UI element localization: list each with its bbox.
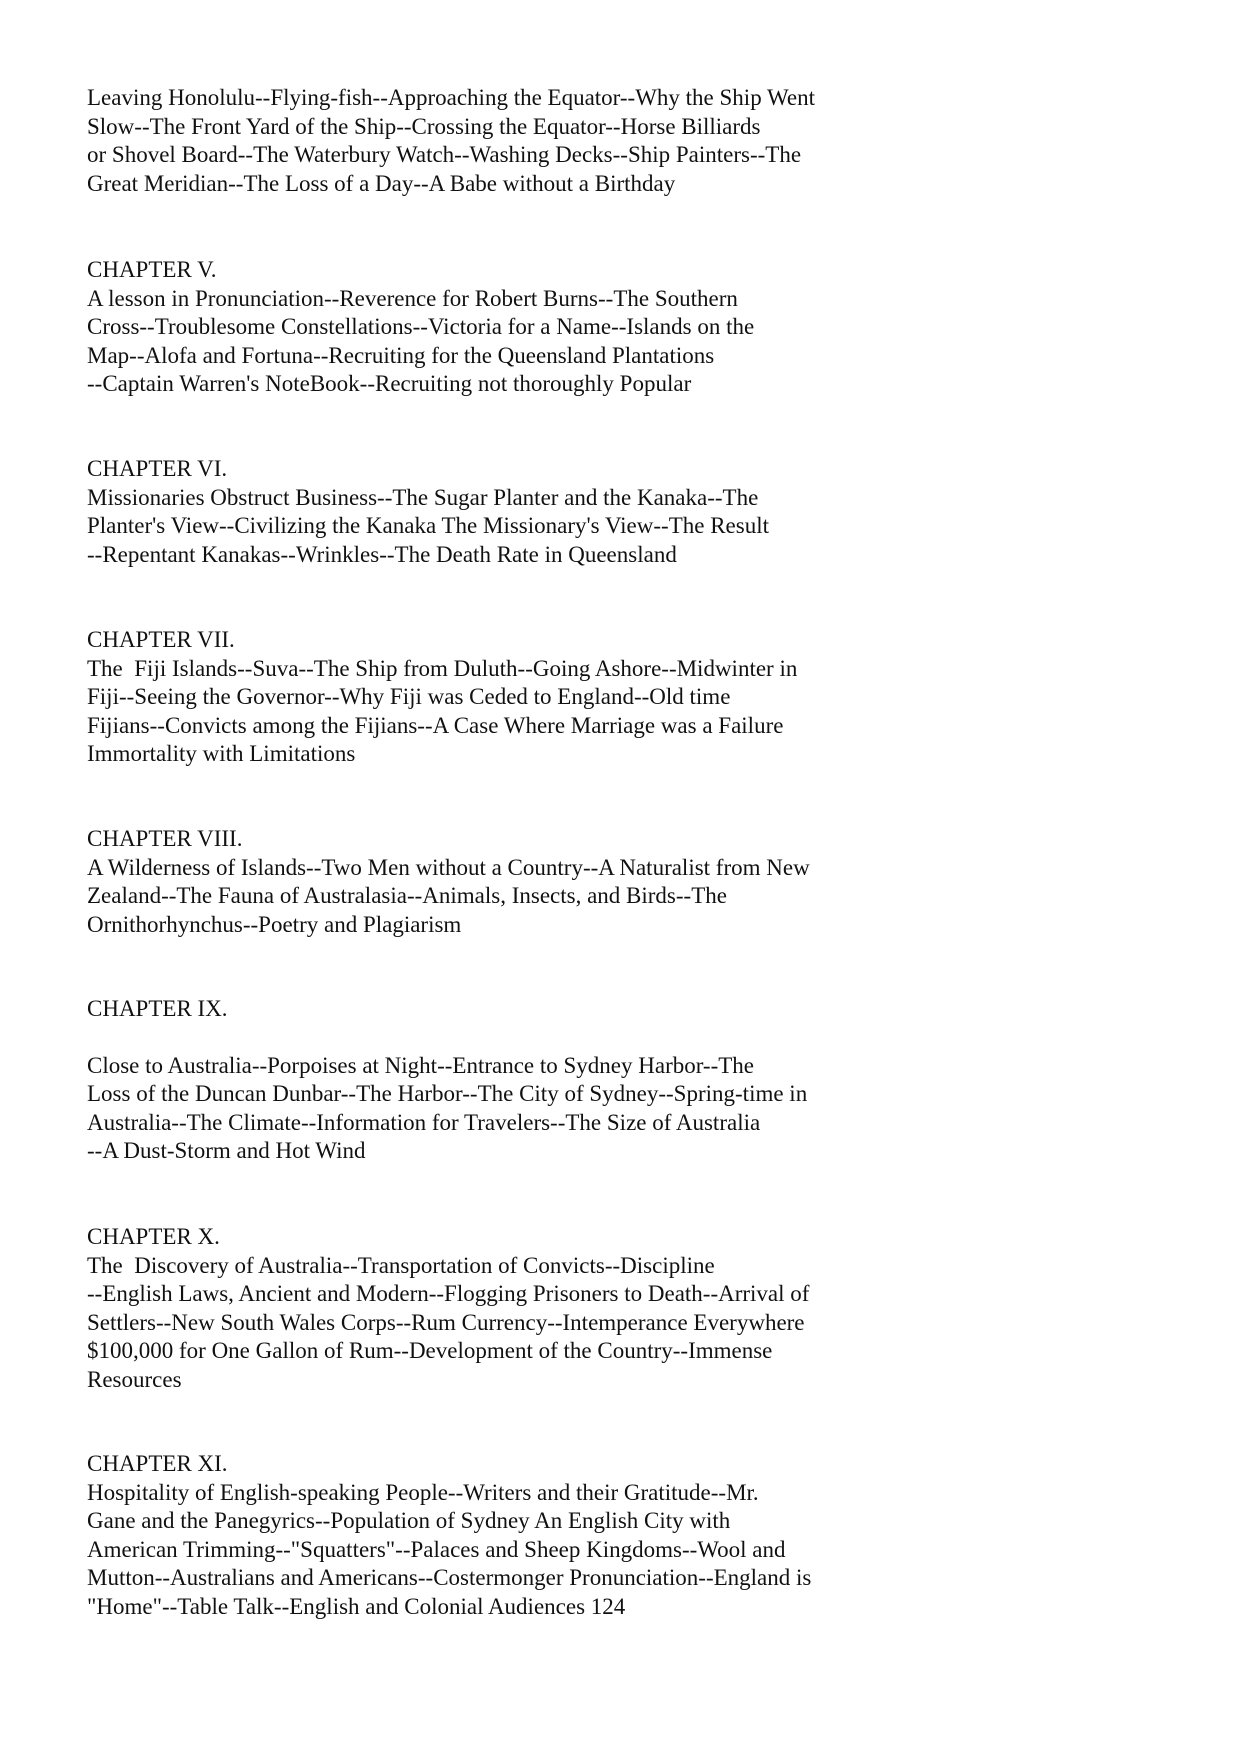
summary-line: Cross--Troublesome Constellations--Victoria for a Name--Islands on the bbox=[87, 314, 755, 340]
summary-line: Immortality with Limitations bbox=[87, 741, 356, 767]
summary-line: Fijians--Convicts among the Fijians--A Case Where Marriage was a Failure bbox=[87, 712, 784, 738]
summary-line: Ornithorhynchus--Poetry and Plagiarism bbox=[87, 911, 462, 937]
chapter-heading: CHAPTER X. bbox=[87, 1224, 220, 1249]
summary-line: --Repentant Kanakas--Wrinkles--The Death Rate in Queensland bbox=[87, 541, 677, 567]
summary-line: Resources bbox=[87, 1366, 182, 1392]
summary-line: Settlers--New South Wales Corps--Rum Currency--Intemperance Everywhere bbox=[87, 1309, 805, 1335]
summary-line: or Shovel Board--The Waterbury Watch--Washing Decks--Ship Painters--The bbox=[87, 142, 802, 168]
summary-line: "Home"--Table Talk--English and Colonial Audiences 124 bbox=[87, 1593, 626, 1619]
chapter-heading: CHAPTER VI. bbox=[87, 456, 228, 481]
summary-line: Leaving Honolulu--Flying-fish--Approaching the Equator--Why the Ship Went bbox=[87, 85, 815, 110]
summary-line: Close to Australia--Porpoises at Night--Entrance to Sydney Harbor--The bbox=[87, 1052, 755, 1078]
chapter-heading: CHAPTER IX. bbox=[87, 996, 228, 1021]
summary-line: Planter's View--Civilizing the Kanaka The Missionary's View--The Result bbox=[87, 513, 769, 539]
summary-line: A lesson in Pronunciation--Reverence for Robert Burns--The Southern bbox=[87, 285, 738, 311]
chapter-viii-section bbox=[87, 825, 1187, 939]
chapter-heading: CHAPTER VII. bbox=[87, 627, 235, 652]
chapter-heading: CHAPTER V. bbox=[87, 257, 217, 282]
summary-line: --Captain Warren's NoteBook--Recruiting not thoroughly Popular bbox=[87, 371, 692, 397]
summary-line: The Discovery of Australia--Transportation of Convicts--Discipline bbox=[87, 1252, 715, 1278]
summary-line: Zealand--The Fauna of Australasia--Animals, Insects, and Birds--The bbox=[87, 883, 727, 909]
summary-line: A Wilderness of Islands--Two Men without a Country--A Naturalist from New bbox=[87, 854, 810, 880]
summary-line: American Trimming--"Squatters"--Palaces and Sheep Kingdoms--Wool and bbox=[87, 1536, 786, 1562]
intro-summary bbox=[87, 84, 1187, 198]
chapter-v-section bbox=[87, 256, 1187, 399]
chapter-heading: CHAPTER VIII. bbox=[87, 826, 243, 851]
summary-line: Missionaries Obstruct Business--The Sugar Planter and the Kanaka--The bbox=[87, 484, 759, 510]
summary-line: Australia--The Climate--Information for Travelers--The Size of Australia bbox=[87, 1109, 761, 1135]
summary-line: Mutton--Australians and Americans--Costermonger Pronunciation--England is bbox=[87, 1565, 812, 1591]
chapter-vii-section bbox=[87, 626, 1187, 769]
summary-line: Loss of the Duncan Dunbar--The Harbor--The City of Sydney--Spring-time in bbox=[87, 1081, 808, 1107]
summary-line: Slow--The Front Yard of the Ship--Crossing the Equator--Horse Billiards bbox=[87, 113, 761, 139]
chapter-ix-section bbox=[87, 995, 1187, 1166]
chapter-x-section bbox=[87, 1223, 1187, 1395]
chapter-xi-section bbox=[87, 1450, 1187, 1622]
summary-line: --A Dust-Storm and Hot Wind bbox=[87, 1138, 366, 1164]
summary-line: Great Meridian--The Loss of a Day--A Babe without a Birthday bbox=[87, 170, 676, 196]
summary-line: Hospitality of English-speaking People--Writers and their Gratitude--Mr. bbox=[87, 1479, 759, 1505]
summary-line: Gane and the Panegyrics--Population of Sydney An English City with bbox=[87, 1508, 731, 1534]
summary-line: Fiji--Seeing the Governor--Why Fiji was Ceded to England--Old time bbox=[87, 684, 731, 710]
summary-line: $100,000 for One Gallon of Rum--Development of the Country--Immense bbox=[87, 1338, 773, 1364]
summary-line: --English Laws, Ancient and Modern--Flogging Prisoners to Death--Arrival of bbox=[87, 1281, 810, 1307]
summary-line: Map--Alofa and Fortuna--Recruiting for the Queensland Plantations bbox=[87, 342, 715, 368]
chapter-heading: CHAPTER XI. bbox=[87, 1451, 228, 1476]
summary-line: The Fiji Islands--Suva--The Ship from Duluth--Going Ashore--Midwinter in bbox=[87, 655, 798, 681]
chapter-vi-section bbox=[87, 455, 1187, 569]
